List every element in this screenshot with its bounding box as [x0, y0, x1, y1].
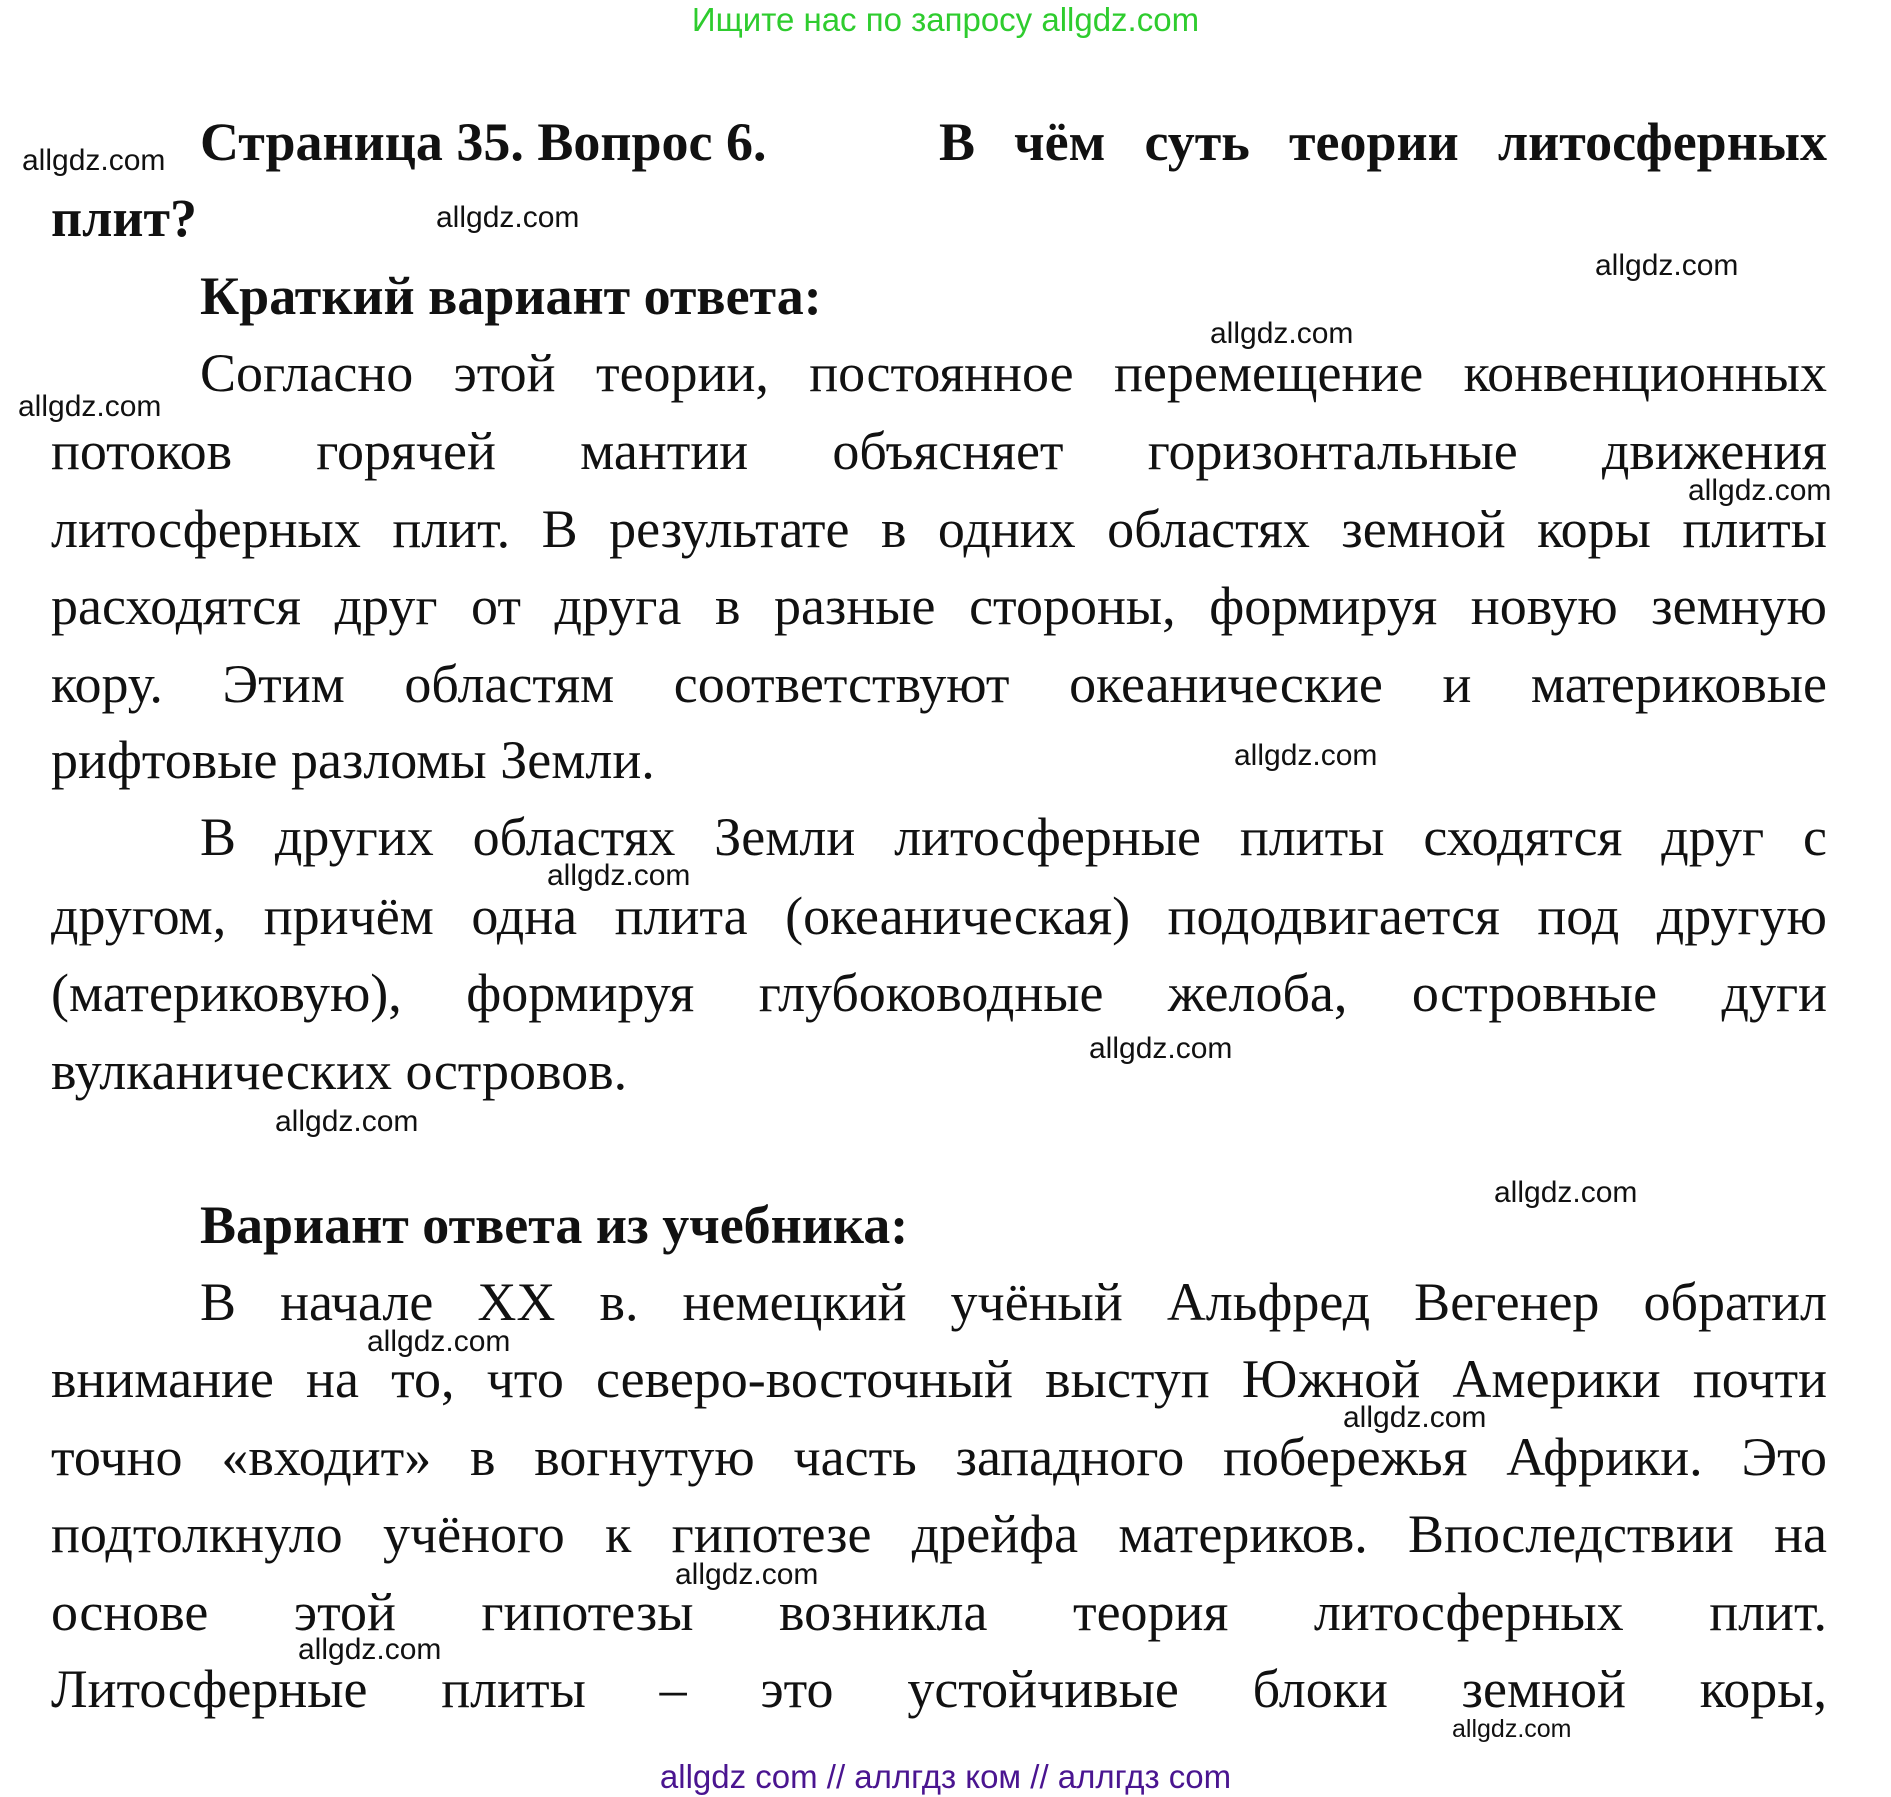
text-line: (материковую), формируя глубоководные желоба, островные дуги: [51, 963, 1827, 1023]
watermark: allgdz.com: [1452, 1715, 1572, 1743]
watermark: allgdz.com: [436, 201, 580, 234]
text-line: вулканических островов.: [51, 1041, 628, 1101]
text-line: В других областях Земли литосферные плиты сходятся друг с: [200, 807, 1827, 867]
watermark: allgdz.com: [1234, 739, 1378, 772]
textbook-answer-title: Вариант ответа из учебника:: [200, 1195, 909, 1255]
text-line: другом, причём одна плита (океаническая) пододвигается под другую: [51, 886, 1827, 946]
text-line: кору. Этим областям соответствуют океанические и материковые: [51, 654, 1827, 714]
watermark: allgdz.com: [275, 1105, 419, 1138]
text-line: рифтовые разломы Земли.: [51, 730, 655, 790]
watermark: allgdz.com: [1595, 249, 1739, 282]
heading-part1: Страница 35. Вопрос 6.: [200, 112, 767, 172]
text-line: Согласно этой теории, постоянное перемещение конвенционных: [200, 343, 1827, 403]
watermark: allgdz.com: [298, 1633, 442, 1666]
bottom-banner: allgdz com // аллгдз ком // аллгдз com: [659, 1758, 1232, 1795]
heading-part3: плит?: [51, 188, 198, 248]
watermark: allgdz.com: [18, 390, 162, 423]
watermark: allgdz.com: [1210, 317, 1354, 350]
text-line: расходятся друг от друга в разные стороны, формируя новую земную: [51, 576, 1827, 636]
text-line: потоков горячей мантии объясняет горизонтальные движения: [51, 421, 1827, 481]
text-line: В начале XX в. немецкий учёный Альфред Вегенер обратил: [200, 1272, 1827, 1332]
top-banner: Ищите нас по запросу allgdz.com: [691, 1, 1200, 38]
text-line: внимание на то, что северо-восточный выступ Южной Америки почти: [51, 1349, 1827, 1409]
heading-part2: В чём суть теории литосферных: [939, 112, 1827, 172]
watermark: allgdz.com: [1494, 1176, 1638, 1209]
text-line: основе этой гипотезы возникла теория литосферных плит.: [51, 1582, 1827, 1642]
text-line: литосферных плит. В результате в одних областях земной коры плиты: [51, 499, 1827, 559]
watermark: allgdz.com: [22, 144, 166, 177]
text-line: точно «входит» в вогнутую часть западного побережья Африки. Это: [51, 1427, 1827, 1487]
watermark: allgdz.com: [1089, 1032, 1233, 1065]
watermark: allgdz.com: [547, 859, 691, 892]
text-line: подтолкнуло учёного к гипотезе дрейфа материков. Впоследствии на: [51, 1504, 1827, 1564]
text-line: Литосферные плиты – это устойчивые блоки земной коры,: [51, 1659, 1827, 1719]
watermark: allgdz.com: [1343, 1401, 1487, 1434]
short-answer-title: Краткий вариант ответа:: [200, 266, 822, 326]
watermark: allgdz.com: [675, 1558, 819, 1591]
watermark: allgdz.com: [367, 1325, 511, 1358]
watermark: allgdz.com: [1688, 474, 1832, 507]
